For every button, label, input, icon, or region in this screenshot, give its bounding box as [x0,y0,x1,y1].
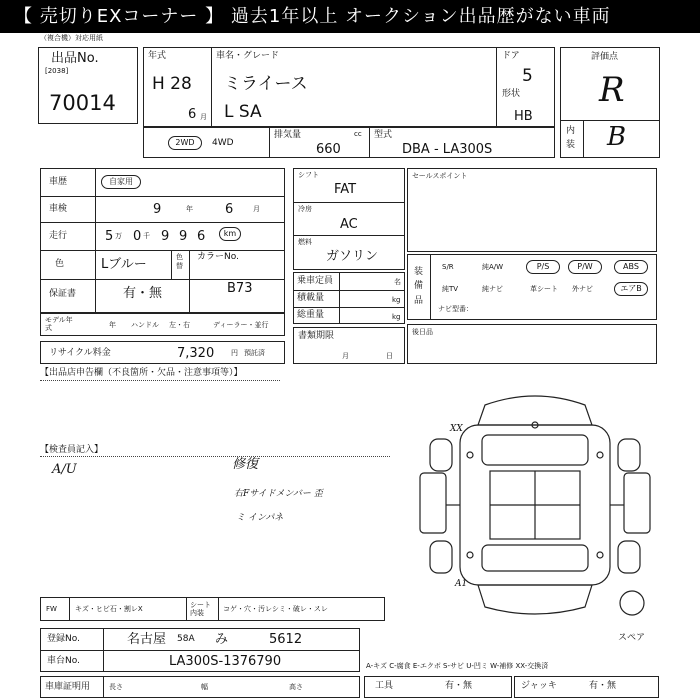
displacement-label: 排気量 [274,130,302,140]
tools-box [364,676,512,698]
equip-leather: 革シート [530,285,558,293]
car-diagram [410,385,660,625]
drive-row [143,127,555,158]
hand-note-2: 修復 [232,457,259,472]
details-mid [293,168,405,270]
year-month-unit: 月 [200,113,207,121]
model-year-label: モデル年式 [45,316,73,333]
doc-deadline-day: 日 [386,352,393,360]
equip-sr: S/R [442,263,454,271]
sales-point-box [407,168,657,252]
mileage-d4: 9 [179,229,188,244]
equip-navi: 純ナビ [482,285,503,293]
equip-pw: P/W [568,260,602,274]
doc-deadline-box [293,327,405,364]
chassis-value: LA300S-1376790 [169,654,282,669]
cert-length: 長さ [109,683,123,691]
sales-point-label: セールスポイント [412,172,468,180]
chassis-label: 車台No. [47,656,80,666]
tools-value: 有・無 [445,681,473,691]
cert-box [40,676,360,698]
diagram-mark-a1: A1 [455,579,468,589]
doc-deadline-label: 書類期限 [298,331,335,341]
mileage-d2: 0 [133,229,142,244]
equipment-label: 装備品 [414,267,424,306]
year-value: H 28 [152,74,192,94]
ac-value: AC [340,217,358,232]
mileage-u2: 千 [143,232,150,240]
fuel-value: ガソリン [326,249,379,264]
registration-class: 58A [177,634,195,644]
equip-airbag: エアB [614,282,648,296]
shift-value: FAT [334,182,357,197]
inspector-notes-label: 【検査員記入】 [40,445,104,455]
fw-label: FW [46,605,57,613]
year-month: 6 [188,107,197,122]
mileage-d3: 9 [161,229,170,244]
year-label: 年式 [148,51,167,61]
rating-label: 評価点 [591,52,619,62]
interior-label: 内装 [566,126,576,150]
load-label: 積載量 [297,293,325,303]
inspection-year-unit: 年 [186,205,193,213]
warranty-value: 有・無 [123,286,163,301]
tools-label: 工具 [375,681,394,691]
doors-label: ドア [502,51,520,61]
shift-label: シフト [298,171,319,179]
hand-note-3: 右Fサイドメンバー 歪 [234,489,323,499]
seat-items: コゲ・穴・汚レシミ・破レ・スレ [223,605,328,613]
warranty-label: 保証書 [49,289,77,299]
later-day-label: 後日品 [412,328,433,336]
legend-codes: A-キズ C-腐食 E-エクボ S-サビ U-凹ミ W-補修 XX-交換済 [366,662,549,670]
fw-row [40,597,385,621]
model-label: 型式 [374,130,393,140]
lot-number: 70014 [49,91,116,115]
registration-box [40,628,360,672]
vehicle-header [143,47,555,127]
cert-height: 高さ [289,683,303,691]
spare-label: スペア [618,633,646,643]
hand-note-1: A/U [52,462,77,477]
inspection-label: 車検 [49,204,68,214]
rating-box [560,47,660,158]
lot-label: 出品No. [51,51,99,66]
color-value: Lブルー [101,257,147,272]
gross-unit: kg [392,313,401,321]
seller-notes-label: 【出品店申告欄（不良箇所・欠品・注意事項等）】 [40,368,243,378]
rating-score: R [599,70,625,110]
color-no-label: カラーNo. [197,252,239,262]
auction-banner: 【 売切りEXコーナー 】 過去1年以上 オークション出品歴がない車両 [0,0,700,33]
details-left [40,168,285,313]
drive-2wd: 2WD [168,136,202,150]
navi-model-label: ナビ型番： [438,305,473,313]
shape-label: 形状 [502,89,521,99]
history-label: 車歴 [49,177,68,187]
diagram-mark-xx: XX [450,424,463,434]
equip-aw: 純A/W [482,263,504,271]
equip-ext-navi: 外ナビ [572,285,593,293]
inspection-year: 9 [153,202,162,217]
car-grade: L SA [224,102,262,122]
jack-label: ジャッキ [521,681,557,691]
model-value: DBA - LA300S [402,142,493,157]
equip-tv: 純TV [442,285,459,293]
cert-width: 幅 [201,683,208,691]
registration-label: 登録No. [47,634,80,644]
mileage-label: 走行 [49,231,68,241]
spare-tire-icon [620,591,644,615]
interior-score: B [607,122,627,152]
displacement-value: 660 [316,142,341,157]
seat-label: シート内装 [190,601,211,618]
color-no: B73 [227,281,253,296]
lot-box [38,47,138,124]
cert-label: 車庫証明用 [45,682,91,692]
color-label: 色 [55,259,65,269]
doc-deadline-unit: 月 [342,352,349,360]
equip-abs: ABS [614,260,648,274]
lot-code: [2038] [45,67,69,75]
hand-note-4: ミ インパネ [236,513,284,523]
handle-value: 左・右 [169,321,190,329]
displacement-unit: cc [354,130,362,138]
jack-box [514,676,659,698]
recycle-note: 預託済 [244,349,265,357]
model-year-row [40,313,285,336]
mileage-unit: km [219,227,241,241]
mileage-u1: 万 [115,232,122,240]
load-unit: kg [392,296,401,304]
ac-label: 冷房 [298,205,312,213]
name-label: 車名・グレード [216,51,280,61]
equipment-box [407,254,657,320]
handle-label: ハンドル [131,321,159,329]
later-day-box [407,324,657,364]
color-change-label: 色替 [176,253,183,271]
drive-4wd: 4WD [212,138,234,148]
inspection-month-unit: 月 [253,205,260,213]
dealer-value: ディーラー・並行 [213,321,269,329]
shape-value: HB [514,109,533,124]
car-name: ミライース [224,74,308,94]
riders-unit: 名 [394,278,401,286]
mileage-d5: 6 [197,229,206,244]
gross-label: 総重量 [297,310,325,320]
recycle-unit: 円 [231,349,238,357]
mileage-d1: 5 [105,229,114,244]
inspection-month: 6 [225,202,234,217]
history-value: 自家用 [101,175,141,189]
doors-value: 5 [522,66,533,86]
equip-ps: P/S [526,260,560,274]
registration-number: 5612 [269,632,303,647]
registration-area: 名古屋 [127,632,167,647]
recycle-value: 7,320 [177,346,215,361]
jack-value: 有・無 [589,681,617,691]
registration-kana: み [215,632,229,647]
fuel-label: 燃料 [298,238,312,246]
recycle-label: リサイクル料金 [49,348,111,358]
recycle-row [40,341,285,364]
model-year-unit: 年 [109,321,116,329]
capacity-box [293,272,405,324]
riders-label: 乗車定員 [297,276,334,286]
fw-items: キズ・ヒビ石・割レX [75,605,143,613]
top-note: （複合機）対応用紙 [40,34,103,42]
